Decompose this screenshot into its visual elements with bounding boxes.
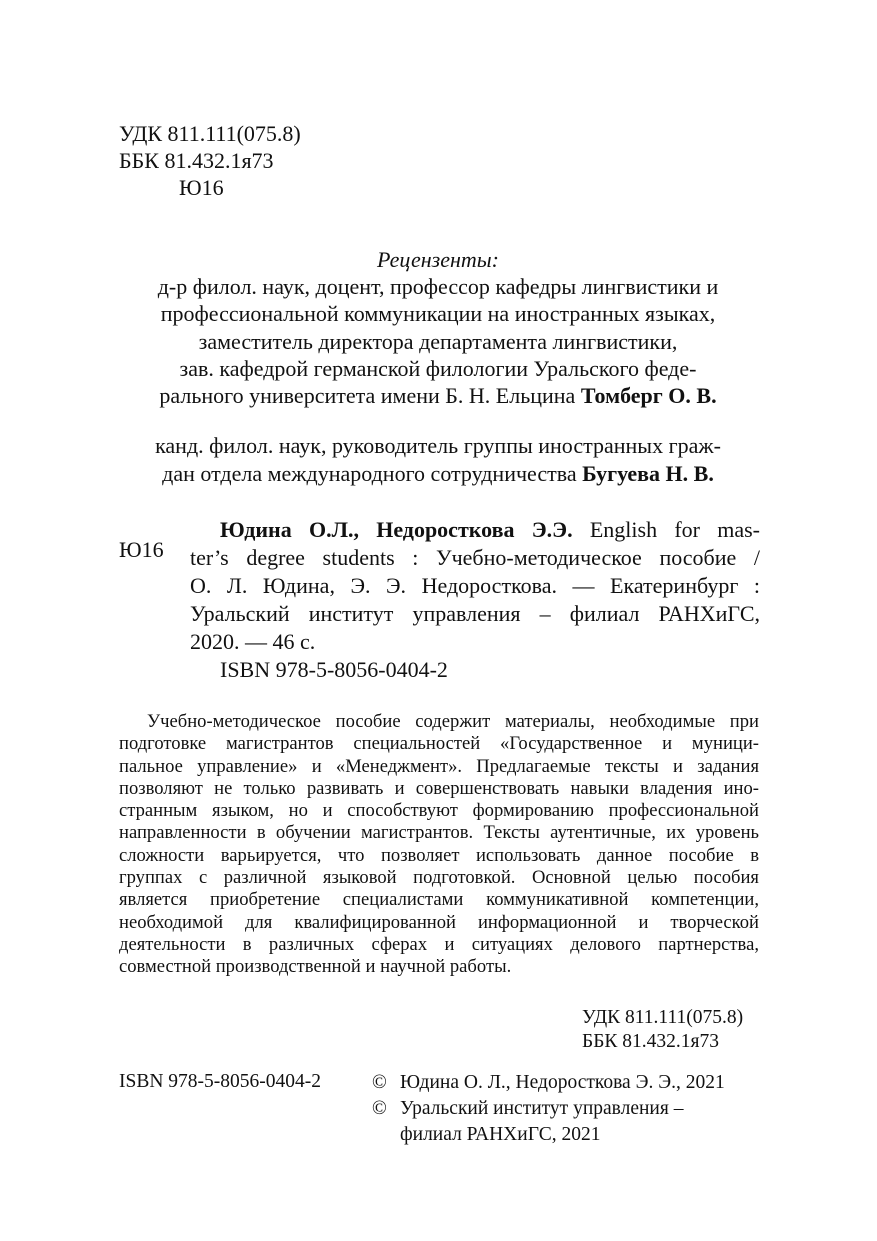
annotation-line: подготовке магистрантов специальностей «Государственное и муници-: [119, 733, 759, 755]
bib-line: 2020. — 46 с.: [190, 629, 316, 654]
bib-isbn: ISBN 978-5-8056-0404-2: [220, 657, 448, 682]
copyright-icon: ©: [372, 1072, 387, 1093]
annotation-line: пальное управление» и «Менеджмент». Предлагаемые тексты и задания: [119, 755, 759, 777]
annotation-line: необходимой для квалифицированной информационной и творческой: [119, 911, 759, 933]
bib-line: О. Л. Юдина, Э. Э. Недоросткова. — Екатеринбург :: [190, 573, 760, 598]
annotation-line: совместной производственной и научной работы.: [119, 956, 512, 978]
annotation-line: является приобретение специалистами коммуникативной компетенции,: [119, 889, 759, 911]
reviewer2-affiliation-end: дан отдела международного сотрудничества: [162, 461, 577, 486]
reviewer2-line: канд. филол. наук, руководитель группы иностранных граж-: [155, 433, 721, 458]
bib-line-first: [190, 516, 760, 544]
isbn-imprint: ISBN 978-5-8056-0404-2: [119, 1071, 322, 1092]
bib-authors: Юдина О.Л., Недоросткова Э.Э.: [220, 517, 573, 542]
bbk-code: ББК 81.432.1я73: [119, 148, 274, 173]
classification-codes-bottom: [582, 1006, 743, 1054]
bib-line: Уральский институт управления – филиал РАНХиГС,: [190, 601, 760, 626]
annotation-line: направленности в обучении магистрантов. Тексты аутентичные, их уровень: [119, 822, 759, 844]
bib-line: ter’s degree students : Учебно-методическое пособие /: [190, 545, 760, 570]
udk-code: УДК 811.111(075.8): [119, 121, 301, 146]
annotation-line: Учебно-методическое пособие содержит материалы, необходимые при: [147, 711, 759, 732]
reviewers-section: [115, 246, 761, 409]
reviewers-title: Рецензенты:: [376, 247, 499, 272]
reviewer1-line: заместитель директора департамента лингвистики,: [198, 328, 678, 354]
udk-code-bottom: УДК 811.111(075.8): [582, 1007, 744, 1028]
bibliographic-record: [190, 516, 760, 684]
reviewer1-line: д-р филол. наук, доцент, профессор кафедры лингвистики и: [157, 274, 719, 300]
reviewer1-name: Томберг О. В.: [580, 383, 717, 409]
annotation-line: сложности варьируется, что позволяет использовать данное пособие в: [119, 844, 759, 866]
copyright-icon: ©: [372, 1098, 387, 1119]
reviewer1-line: зав. кафедрой германской филологии Уральского феде-: [179, 355, 697, 381]
classification-codes: [119, 120, 301, 201]
annotation-line: странным языком, но и способствуют формированию профессиональной: [119, 800, 759, 822]
annotation-line: позволяют не только развивать и совершенствовать навыки владения ино-: [119, 777, 759, 799]
bbk-code-bottom: ББК 81.432.1я73: [582, 1031, 719, 1052]
annotation-line: группах с различной языковой подготовкой. Основной целью пособия: [119, 867, 759, 889]
bibliography-code: Ю16: [119, 537, 164, 562]
copyright-authors: Юдина О. Л., Недоросткова Э. Э., 2021: [400, 1072, 725, 1093]
copyright-institute-cont: филиал РАНХиГС, 2021: [400, 1124, 601, 1145]
copyright-institute: Уральский институт управления –: [400, 1098, 684, 1119]
copyright-row: [372, 1070, 725, 1096]
author-mark: Ю16: [179, 175, 224, 200]
copyright-row: [372, 1096, 725, 1122]
copyright-block: [372, 1070, 725, 1148]
annotation: [119, 711, 759, 979]
reviewer1-affiliation-end: рального университета имени Б. Н. Ельцина: [159, 383, 576, 409]
reviewer2-name: Бугуева Н. В.: [582, 461, 714, 486]
reviewer1-line-last: [115, 382, 761, 409]
reviewer2-line-last: [115, 460, 761, 488]
reviewer1-line: профессиональной коммуникации на иностранных языках,: [160, 301, 716, 327]
annotation-line: деятельности в различных сферах и ситуациях делового партнерства,: [119, 933, 759, 955]
bib-title-start: English for mas-: [589, 517, 761, 542]
reviewer2-section: [115, 432, 761, 488]
